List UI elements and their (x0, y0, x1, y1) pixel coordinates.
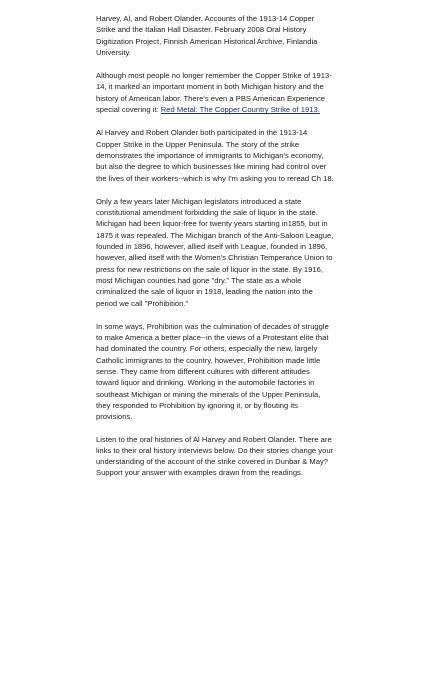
strike-paragraph: Al Harvey and Robert Olander both participated in the 1913-14 Copper Strike in the Upper Peninsula. The story of the strike demonstrates the importance of immigrants to Michigan's economy, but also the degree to which businesses like mining had control over the lives of their workers--which is why I'm asking you to reread Ch 18. (96, 128, 334, 183)
pbs-special-link[interactable]: Red Metal: The Copper Country Strike of 1913. (160, 105, 320, 115)
citation-paragraph: Harvey, Al, and Robert Olander. Accounts of the 1913-14 Copper Strike and the Italian Hall Disaster. February 2008 Oral History Digitization Project, Finnish American Historical Archive, Finlandia University. (96, 14, 318, 57)
prohibition-history-paragraph: Only a few years later Michigan legislators introduced a state constitutional amendment forbidding the sale of liquor in the state. Michigan had been liquor-free for twenty years starting in1855, but in 1875 it was repealed. The Michigan branch of the Anti-Saloon League, founded in 1896, however, allied itself with League, founded in 1896, however, allied itself with the Women's Christian Temperance Union to press for new restrictions on the sale of liquor in the state. By 1916, most Michigan counties had gone "dry." The state as a whole criminalized the sale of liquor in 1918, leading the nation into the period we call "Prohibition." (96, 196, 334, 308)
document-body (96, 13, 334, 491)
intro-paragraph (96, 70, 334, 115)
assignment-paragraph: Listen to the oral histories of Al Harvey and Robert Olander. There are links to their oral history interviews below. Do their stories change your understanding of the account of the strike covered in Dunbar & May? Support your answer with examples drawn from the readings. (96, 434, 334, 478)
prohibition-culture-paragraph: In some ways, Prohibition was the culmination of decades of struggle to make America a better place--in the views of a Protestant elite that had dominated the country. For others, especially the new, largely Catholic immigrants to the country, however, Prohibition made little sense. They came from different cultures with different attitudes toward liquor and drinking. Working in the automobile factories in southeast Michigan or mining the minerals of the Upper Peninsula, they responded to Prohibition by ignoring it, or by flouting its provisions. (96, 321, 329, 422)
intro-text: Although most people no longer remember the Copper Strike of 1913-14, it marked an important moment in both Michigan history and the history of American labor. There's even a PBS American Experience special covering it: (96, 71, 332, 115)
